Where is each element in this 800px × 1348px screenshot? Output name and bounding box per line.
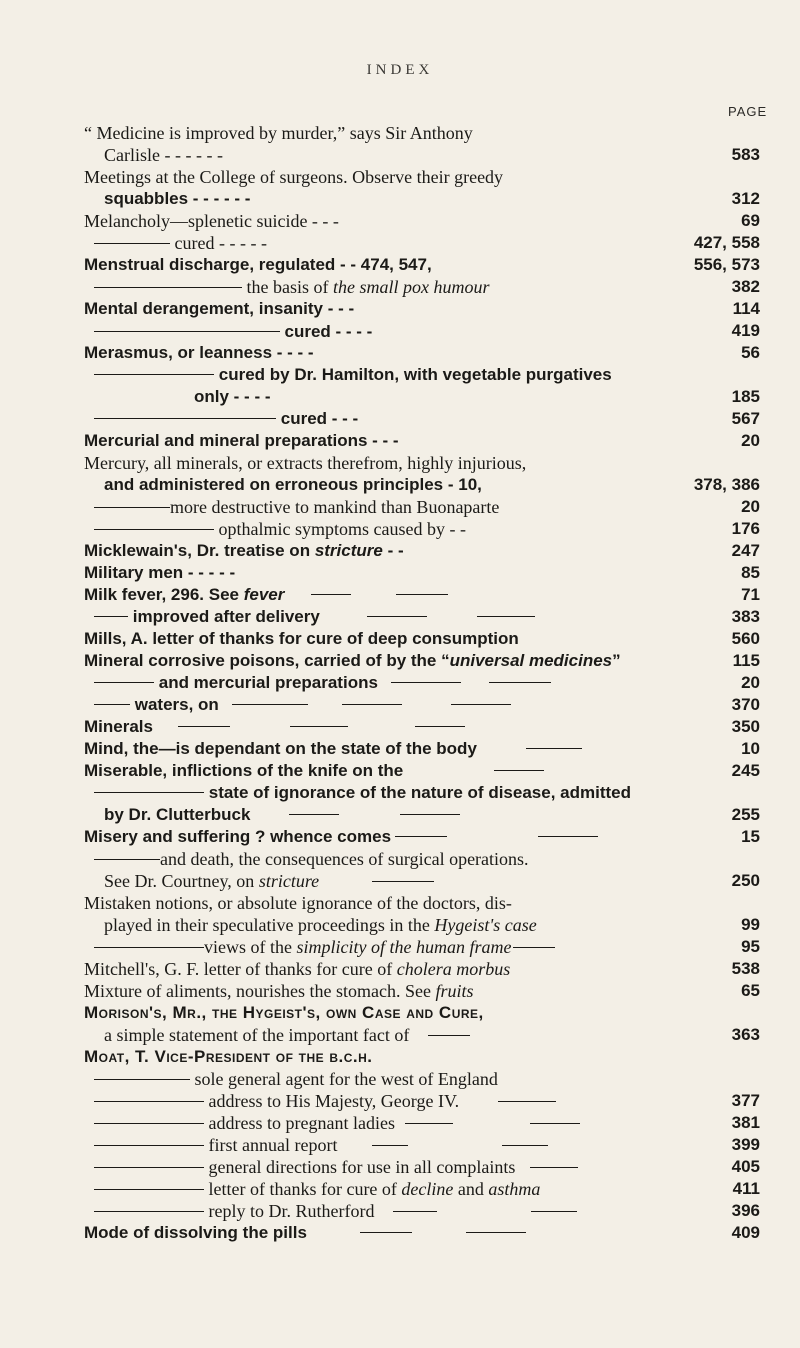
index-entry: the basis of the small pox humour 382 bbox=[70, 276, 760, 298]
index-entry: waters, on 370 bbox=[70, 694, 760, 716]
index-entry: Meetings at the College of surgeons. Observe their greedy bbox=[84, 167, 504, 187]
index-entry: cured - - - - - 427, 558 bbox=[70, 232, 760, 254]
ditto-dash bbox=[502, 1145, 548, 1146]
index-entry: Carlisle - - - - - - 583 bbox=[104, 145, 760, 165]
ditto-dash bbox=[94, 243, 170, 244]
page-number: 382 bbox=[731, 277, 760, 296]
ditto-dash bbox=[94, 1211, 204, 1212]
ditto-dash bbox=[94, 418, 276, 419]
page-number: 560 bbox=[731, 629, 760, 648]
ditto-dash bbox=[94, 1123, 204, 1124]
ditto-dash bbox=[415, 726, 465, 727]
ditto-dash bbox=[530, 1167, 578, 1168]
ditto-dash bbox=[530, 1123, 580, 1124]
index-entry: views of the simplicity of the human frame 95 bbox=[70, 936, 760, 958]
index-entry: Mills, A. letter of thanks for cure of deep consumption 560 bbox=[84, 629, 760, 648]
page-number: 363 bbox=[731, 1025, 760, 1044]
index-entry: cured - - - 567 bbox=[70, 408, 760, 430]
page-number: 245 bbox=[731, 761, 760, 780]
ditto-dash bbox=[94, 1167, 204, 1168]
index-entry: address to His Majesty, George IV. 377 bbox=[70, 1090, 760, 1112]
page-number: 10 bbox=[741, 739, 760, 758]
ditto-dash bbox=[94, 287, 242, 288]
index-entry: Milk fever, 296. See fever 71 bbox=[84, 585, 760, 604]
index-entry: state of ignorance of the nature of disease, admitted bbox=[70, 782, 760, 804]
page-number: 411 bbox=[732, 1179, 760, 1198]
page-number: 247 bbox=[731, 541, 760, 560]
index-entry: Mitchell's, G. F. letter of thanks for cure of cholera morbus 538 bbox=[84, 959, 760, 979]
page-number: 56 bbox=[741, 343, 760, 362]
page-number: 427, 558 bbox=[693, 233, 760, 252]
page-number: 538 bbox=[731, 959, 760, 978]
page-number: 405 bbox=[731, 1157, 760, 1176]
page-number: 20 bbox=[741, 431, 760, 450]
page-number: 250 bbox=[731, 871, 760, 890]
page-number: 419 bbox=[731, 321, 760, 340]
index-entry: Miserable, inflictions of the knife on the 245 bbox=[84, 761, 760, 780]
ditto-dash bbox=[513, 947, 555, 948]
ditto-dash bbox=[360, 1232, 412, 1233]
index-entry: cured by Dr. Hamilton, with vegetable purgatives bbox=[70, 364, 760, 386]
page-number: 69 bbox=[741, 211, 760, 230]
index-entry: Misery and suffering ? whence comes 15 bbox=[84, 827, 760, 846]
ditto-dash bbox=[367, 616, 427, 617]
page-number: 312 bbox=[731, 189, 760, 208]
page-number: 85 bbox=[741, 563, 760, 582]
ditto-dash bbox=[178, 726, 230, 727]
page-number: 185 bbox=[731, 387, 760, 406]
index-entry: by Dr. Clutterbuck 255 bbox=[104, 805, 760, 824]
page-number: 65 bbox=[741, 981, 760, 1000]
page-number: 381 bbox=[731, 1113, 760, 1132]
index-entry: and administered on erroneous principles - 10, 378, 386 bbox=[104, 475, 760, 494]
ditto-dash bbox=[526, 748, 582, 749]
ditto-dash bbox=[538, 836, 598, 837]
ditto-dash bbox=[342, 704, 402, 705]
ditto-dash bbox=[94, 529, 214, 530]
index-entry: Mixture of aliments, nourishes the stomach. See fruits 65 bbox=[84, 981, 760, 1001]
page-number: 378, 386 bbox=[693, 475, 760, 494]
index-entry: and mercurial preparations 20 bbox=[70, 672, 760, 694]
page-number: 176 bbox=[731, 519, 760, 538]
page-number: 396 bbox=[731, 1201, 760, 1220]
ditto-dash bbox=[494, 770, 544, 771]
index-entry: general directions for use in all complaints 405 bbox=[70, 1156, 760, 1178]
ditto-dash bbox=[94, 1145, 204, 1146]
ditto-dash bbox=[489, 682, 551, 683]
index-entry: Morison's, Mr., the Hygeist's, own Case and Cure, bbox=[84, 1003, 484, 1022]
index-entry: Mistaken notions, or absolute ignorance of the doctors, dis- bbox=[84, 893, 512, 913]
index-entry: Mineral corrosive poisons, carried of by the “universal medicines” 115 bbox=[84, 651, 760, 670]
ditto-dash bbox=[94, 331, 280, 332]
index-entry: more destructive to mankind than Buonaparte 20 bbox=[70, 496, 760, 518]
index-entry: sole general agent for the west of England bbox=[70, 1068, 760, 1090]
ditto-dash bbox=[477, 616, 535, 617]
page-column-label: PAGE bbox=[728, 104, 768, 119]
page-number: 99 bbox=[741, 915, 760, 934]
index-entry: “ Medicine is improved by murder,” says Sir Anthony bbox=[84, 123, 473, 143]
page-number: 20 bbox=[741, 497, 760, 516]
ditto-dash bbox=[498, 1101, 556, 1102]
index-entry: improved after delivery 383 bbox=[70, 606, 760, 628]
index-entry: Micklewain's, Dr. treatise on stricture - - 247 bbox=[84, 541, 760, 560]
index-entry: opthalmic symptoms caused by - - 176 bbox=[70, 518, 760, 540]
ditto-dash bbox=[405, 1123, 453, 1124]
index-entry: squabbles - - - - - - 312 bbox=[104, 189, 760, 208]
ditto-dash bbox=[94, 947, 204, 948]
index-entry: reply to Dr. Rutherford 396 bbox=[70, 1200, 760, 1222]
page-number: 567 bbox=[731, 409, 760, 428]
index-entry: Mind, the—is dependant on the state of the body 10 bbox=[84, 739, 760, 758]
index-entry: cured - - - - 419 bbox=[70, 320, 760, 342]
ditto-dash bbox=[451, 704, 511, 705]
page-number: 399 bbox=[731, 1135, 760, 1154]
ditto-dash bbox=[94, 507, 170, 508]
ditto-dash bbox=[94, 859, 160, 860]
ditto-dash bbox=[94, 682, 154, 683]
index-entry: a simple statement of the important fact of 363 bbox=[104, 1025, 760, 1045]
ditto-dash bbox=[391, 682, 461, 683]
ditto-dash bbox=[395, 836, 447, 837]
ditto-dash bbox=[232, 704, 308, 705]
page-number: 95 bbox=[741, 937, 760, 956]
page-number: 71 bbox=[741, 585, 760, 604]
index-entry: Minerals 350 bbox=[84, 717, 760, 736]
index-entry: Melancholy—splenetic suicide - - - 69 bbox=[84, 211, 760, 231]
index-entry: and death, the consequences of surgical operations. bbox=[70, 848, 760, 870]
ditto-dash bbox=[289, 814, 339, 815]
ditto-dash bbox=[94, 374, 214, 375]
page-number: 20 bbox=[741, 673, 760, 692]
index-entry: first annual report 399 bbox=[70, 1134, 760, 1156]
ditto-dash bbox=[311, 594, 351, 595]
page-number: 115 bbox=[732, 651, 760, 670]
index-entry: Mode of dissolving the pills 409 bbox=[84, 1223, 760, 1242]
ditto-dash bbox=[466, 1232, 526, 1233]
page-title: INDEX bbox=[366, 62, 434, 78]
page-number: 583 bbox=[731, 145, 760, 164]
index-entry: only - - - - 185 bbox=[194, 387, 760, 406]
ditto-dash bbox=[372, 1145, 408, 1146]
index-entry: Military men - - - - - 85 bbox=[84, 563, 760, 582]
ditto-dash bbox=[428, 1035, 470, 1036]
index-entry: Mercury, all minerals, or extracts therefrom, highly injurious, bbox=[84, 453, 527, 473]
ditto-dash bbox=[94, 1079, 190, 1080]
page-number: 255 bbox=[731, 805, 760, 824]
index-entry: letter of thanks for cure of decline and asthma 411 bbox=[70, 1178, 760, 1200]
ditto-dash bbox=[94, 1189, 204, 1190]
ditto-dash bbox=[396, 594, 448, 595]
ditto-dash bbox=[372, 881, 434, 882]
index-entry: Mental derangement, insanity - - - 114 bbox=[84, 299, 760, 318]
ditto-dash bbox=[94, 792, 204, 793]
page-number: 114 bbox=[732, 299, 760, 318]
index-entry: address to pregnant ladies 381 bbox=[70, 1112, 760, 1134]
index-entry: played in their speculative proceedings in the Hygeist's case 99 bbox=[104, 915, 760, 935]
ditto-dash bbox=[94, 704, 130, 705]
page-number: 377 bbox=[731, 1091, 760, 1110]
ditto-dash bbox=[400, 814, 460, 815]
index-entry: Merasmus, or leanness - - - - 56 bbox=[84, 343, 760, 362]
ditto-dash bbox=[290, 726, 348, 727]
page-number: 556, 573 bbox=[693, 255, 760, 274]
ditto-dash bbox=[531, 1211, 577, 1212]
page-number: 15 bbox=[741, 827, 760, 846]
index-entry: Mercurial and mineral preparations - - - 20 bbox=[84, 431, 760, 450]
ditto-dash bbox=[393, 1211, 437, 1212]
index-entry: Moat, T. Vice-President of the b.c.h. bbox=[84, 1047, 373, 1066]
page-number: 350 bbox=[731, 717, 760, 736]
page-number: 383 bbox=[731, 607, 760, 626]
page-number: 370 bbox=[731, 695, 760, 714]
index-entry: Menstrual discharge, regulated - - 474, 547, 556, 573 bbox=[84, 255, 760, 274]
index-entry: See Dr. Courtney, on stricture 250 bbox=[104, 871, 760, 891]
ditto-dash bbox=[94, 616, 128, 617]
ditto-dash bbox=[94, 1101, 204, 1102]
page-number: 409 bbox=[731, 1223, 760, 1242]
